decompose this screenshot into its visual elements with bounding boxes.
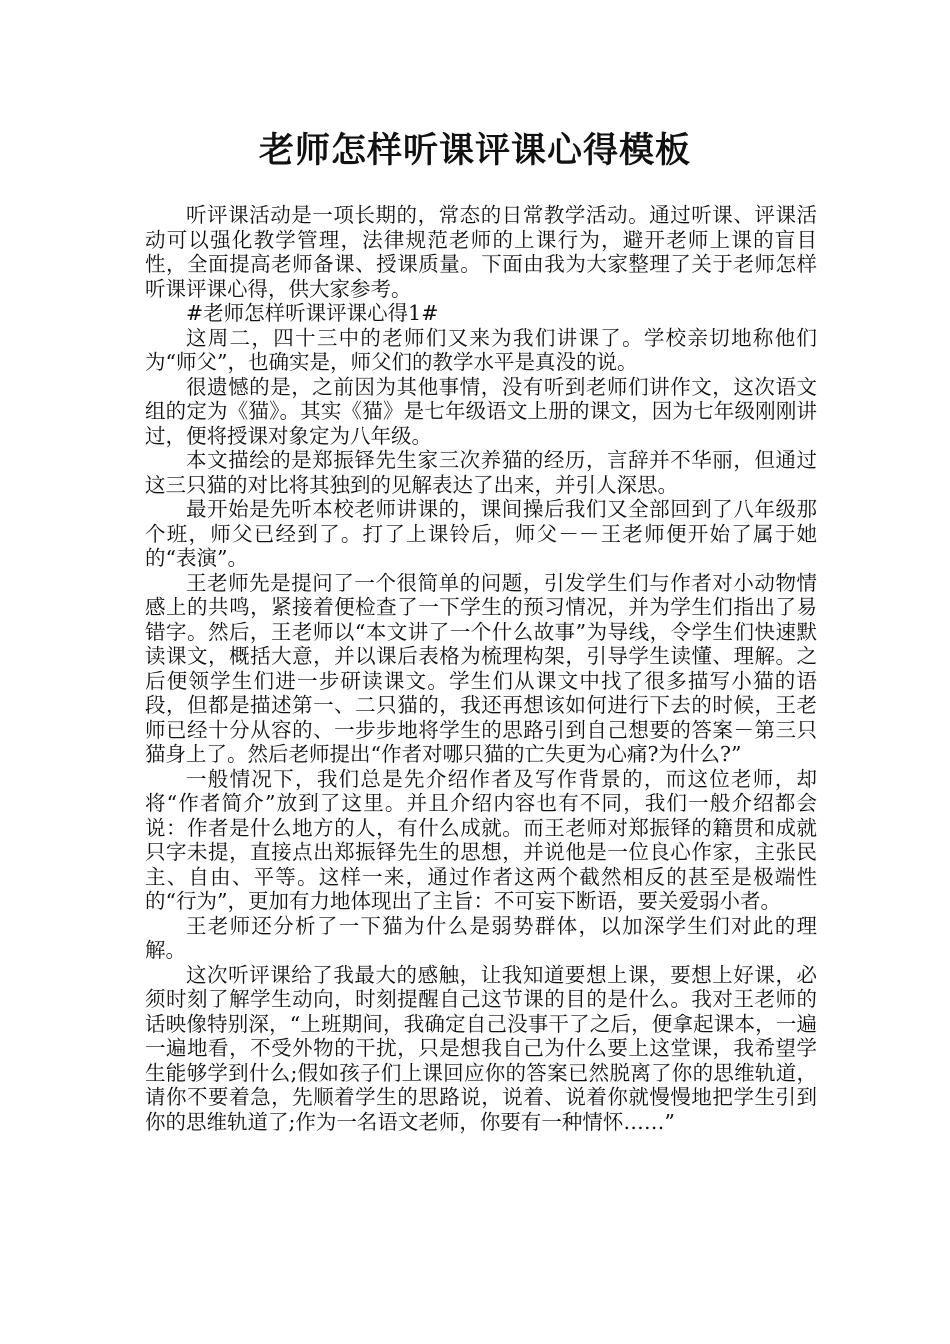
document-title: 老师怎样听课评课心得模板: [258, 131, 691, 171]
paragraph: 王老师先是提问了一个很简单的问题，引发学生们与作者对小动物情感上的共鸣，紧接着便检查了一下学生的预习情况，并为学生们指出了易错字。然后，王老师以“本文讲了一个什么故事”为导线，令学生们快速默读课文，概括大意，并以课后表格为梳理构架，引导学生读懂、理解。之后便领学生们进一步研读课文。学生们从课文中找了很多描写小猫的语段，但都是描述第一、二只猫的，我还再想该如何进行下去的时候，王老师已经十分从容的、一步步地将学生的思路引到自己想要的答案－第三只猫身上了。然后老师提出“作者对哪只猫的亡失更为心痛?为什么?”: [145, 570, 817, 766]
paragraph: 很遗憾的是，之前因为其他事情，没有听到老师们讲作文，这次语文组的定为《猫》。其实《猫》是七年级语文上册的课文，因为七年级刚刚讲过，便将授课对象定为八年级。: [145, 374, 817, 448]
section-heading: #老师怎样听课评课心得1#: [186, 301, 439, 325]
paragraph: 这次听评课给了我最大的感触，让我知道要想上课，要想上好课，必须时刻了解学生动向，时刻提醒自己这节课的目的是什么。我对王老师的话映像特别深，“上班期间，我确定自己没事干了之后，便拿起课本，一遍一遍地看，不受外物的干扰，只是想我自己为什么要上这堂课，我希望学生能够学到什么;假如孩子们上课回应你的答案已然脱离了你的思维轨道，请你不要着急，先顺着学生的思路说，说着、说着你就慢慢地把学生引到你的思维轨道了;作为一名语文老师，你要有一种情怀……”: [145, 962, 817, 1134]
paragraph: 最开始是先听本校老师讲课的，课间操后我们又全部回到了八年级那个班，师父已经到了。打了上课铃后，师父－－王老师便开始了属于她的“表演”。: [145, 497, 817, 570]
paragraph-intro: 听评课活动是一项长期的，常态的日常教学活动。通过听课、评课活动可以强化教学管理，法律规范老师的上课行为，避开老师上课的盲目性，全面提高老师备课、授课质量。下面由我为大家整理了关于老师怎样听课评课心得，供大家参考。: [145, 203, 817, 301]
paragraph: 这周二，四十三中的老师们又来为我们讲课了。学校亲切地称他们为“师父”，也确实是，师父们的教学水平是真没的说。: [145, 325, 817, 374]
paragraph: 一般情况下，我们总是先介绍作者及写作背景的，而这位老师，却将“作者简介”放到了这里。并且介绍内容也有不同，我们一般介绍都会说：作者是什么地方的人，有什么成就。而王老师对郑振铎的籍贯和成就只字未提，直接点出郑振铎先生的思想，并说他是一位良心作家，主张民主、自由、平等。这样一来，通过作者这两个截然相反的甚至是极端性的“行为”，更加有力地体现出了主旨：不可妄下断语，要关爱弱小者。: [145, 766, 817, 913]
paragraph: 王老师还分析了一下猫为什么是弱势群体，以加深学生们对此的理解。: [145, 913, 817, 962]
document-body: [145, 203, 817, 1134]
paragraph: 本文描绘的是郑振铎先生家三次养猫的经历，言辞并不华丽，但通过这三只猫的对比将其独到的见解表达了出来，并引人深思。: [145, 448, 817, 497]
